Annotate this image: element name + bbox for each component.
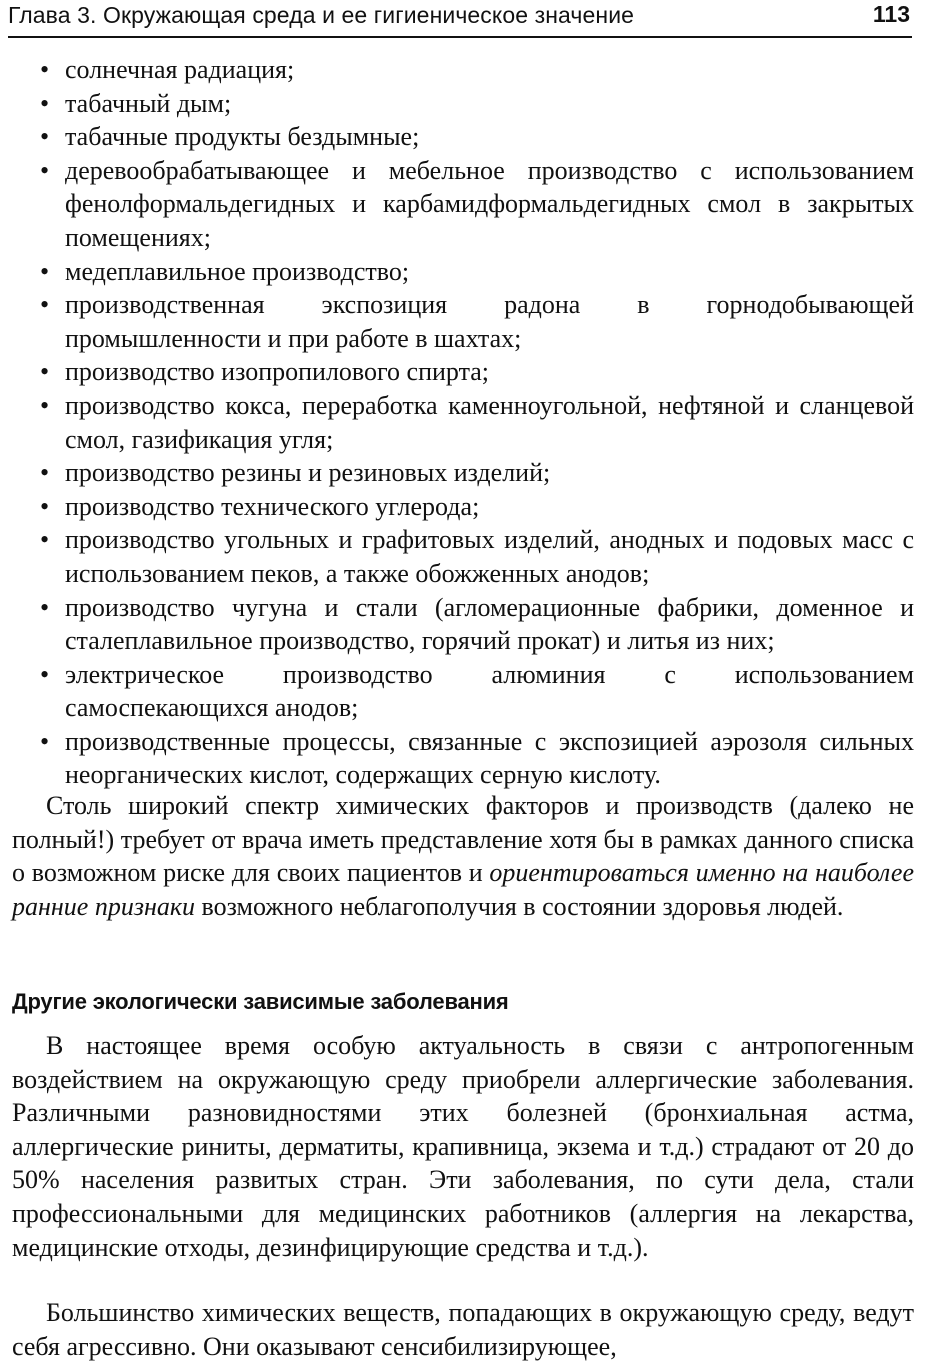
list-item: • солнечная радиация; (40, 53, 914, 87)
running-header (8, 0, 912, 38)
list-item: • производство резины и резиновых изделий; (40, 456, 914, 490)
list-item: • производство технического углерода; (40, 490, 914, 524)
list-item: • производственная экспозиция радона в горнодобывающей промышленности и при работе в шахтах; (40, 288, 914, 355)
paragraph-risk-awareness (12, 789, 914, 923)
list-item: • электрическое производство алюминия с использованием самоспекающихся анодов; (40, 658, 914, 725)
list-item: • деревообрабатывающее и мебельное производство с использованием фенолформальдегидных и карбамидформальдегидных смол в закрытых помещениях; (40, 154, 914, 255)
list-item: • производство чугуна и стали (агломерационные фабрики, доменное и сталеплавильное производство, горячий прокат) и литья из них; (40, 591, 914, 658)
list-item: • медеплавильное производство; (40, 255, 914, 289)
list-item: • производство изопропилового спирта; (40, 355, 914, 389)
paragraph-chemical-substances: Большинство химических веществ, попадающих в окружающую среду, ведут себя агрессивно. Они оказывают сенсибилизирующее, (12, 1298, 914, 1361)
paragraph-text: Столь широкий спектр химических факторов и производств (далеко не полный!) требует от врача иметь представление хотя бы в рамках данного списка о возможном риске для своих пациентов и (12, 791, 914, 888)
list-item: • производство кокса, переработка каменноугольной, нефтяной и сланцевой смол, газификация угля; (40, 389, 914, 456)
list-item: • табачные продукты бездымные; (40, 120, 914, 154)
hazard-list (40, 53, 914, 792)
list-item: • производственные процессы, связанные с экспозицией аэрозоля сильных неорганических кислот, содержащих серную кислоту. (40, 725, 914, 792)
paragraph-text: возможного неблагополучия в состоянии здоровья людей. (195, 891, 844, 921)
section-heading: Другие экологически зависимые заболевания (12, 989, 509, 1014)
list-item: • табачный дым; (40, 87, 914, 121)
emphasized-text: ориентироваться именно на наиболее ранние признаки (12, 858, 914, 921)
chapter-title: Глава 3. Окружающая среда и ее гигиеническое значение (8, 2, 635, 28)
paragraph-allergic-diseases: В настоящее время особую актуальность в связи с антропогенным воздействием на окружающую среду приобрели аллергические заболевания. Различными разновидностями этих болезней (бронхиальная астма, аллергические риниты, дерматиты, крапивница, экзема и т.д.) страдают от 20 до 50% населения развитых стран. Эти заболевания, по сути дела, стали профессиональными для медицинских работников (аллергия на лекарства, медицинские отходы, дезинфицирующие средства и т.д.). (12, 1031, 914, 1262)
list-item: • производство угольных и графитовых изделий, анодных и подовых масс с использованием пеков, а также обожженных анодов; (40, 523, 914, 590)
page-number: 113 (872, 1, 910, 27)
